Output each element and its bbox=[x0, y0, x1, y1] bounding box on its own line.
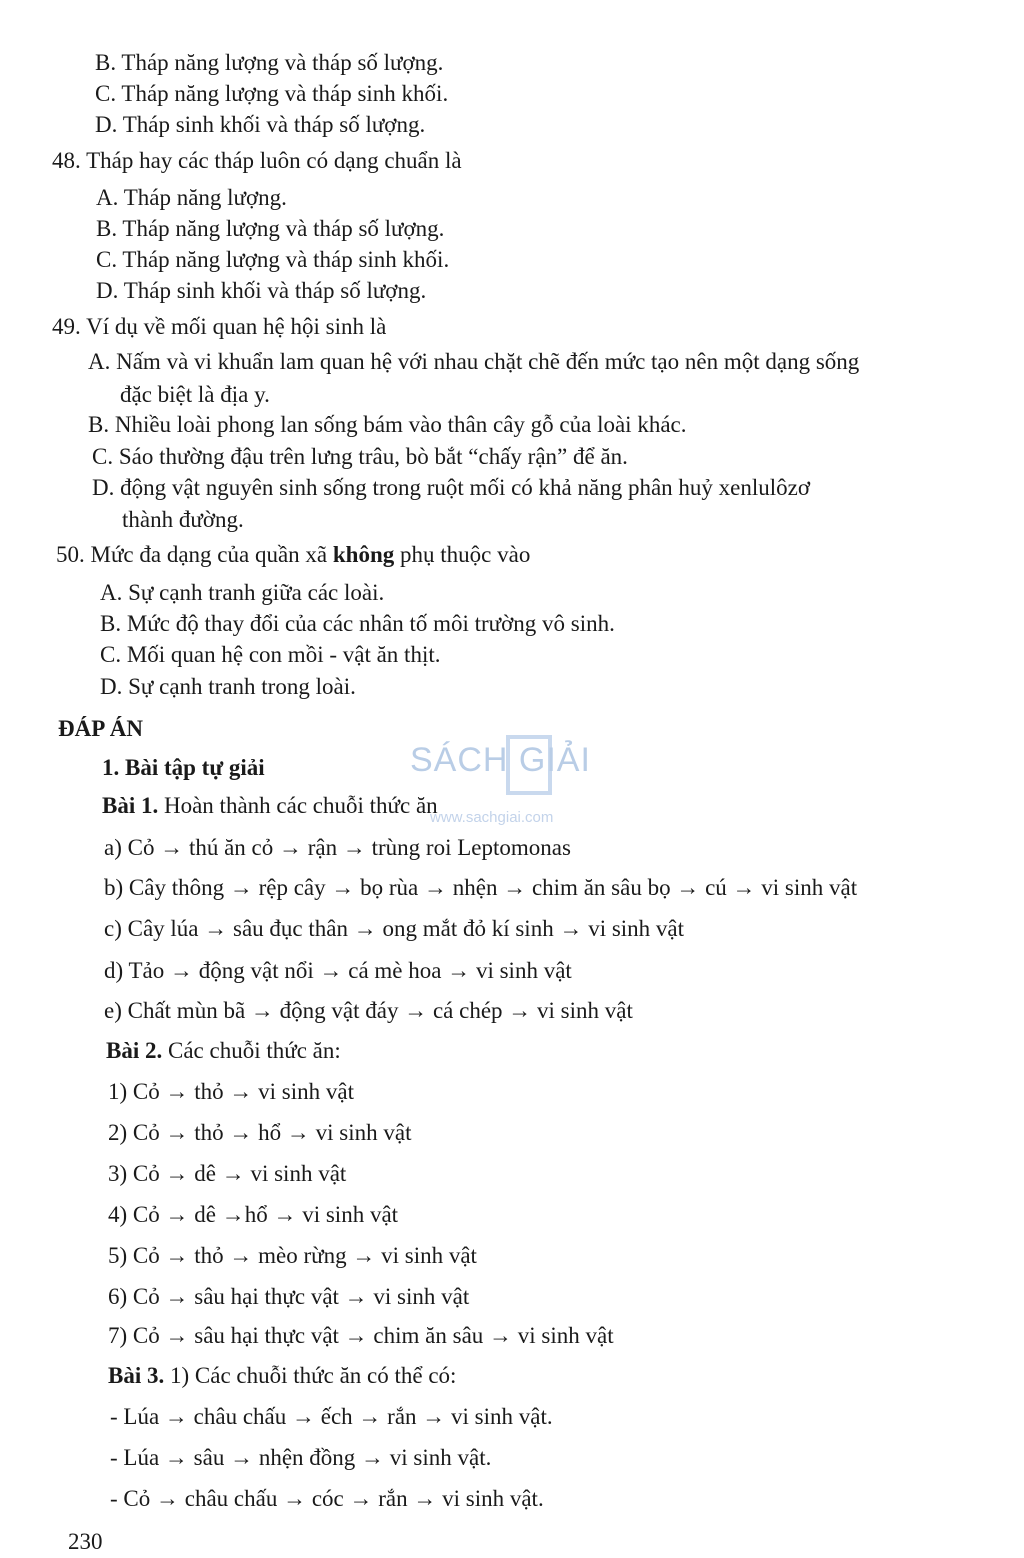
q48-option-b: B. Tháp năng lượng và tháp số lượng. bbox=[96, 216, 445, 241]
page-number: 230 bbox=[68, 1529, 103, 1554]
bai3-chain-3: - Cỏ → châu chấu → cóc → rắn → vi sinh vật. bbox=[110, 1486, 544, 1511]
bai2-chain-4: 4) Cỏ → dê →hổ → vi sinh vật bbox=[108, 1202, 399, 1227]
q48-stem: 48. Tháp hay các tháp luôn có dạng chuẩn là bbox=[52, 148, 462, 173]
bai2-chain-5: 5) Cỏ → thỏ → mèo rừng → vi sinh vật bbox=[108, 1243, 477, 1268]
answers-heading: ĐÁP ÁN bbox=[58, 716, 143, 741]
watermark-text: SÁCH GIẢI bbox=[410, 741, 591, 779]
bai2-chain-6: 6) Cỏ → sâu hại thực vật → vi sinh vật bbox=[108, 1284, 470, 1309]
bai3-text: 1) Các chuỗi thức ăn có thể có: bbox=[164, 1363, 457, 1388]
bai1-label: Bài 1. bbox=[102, 793, 159, 818]
q48-option-c: C. Tháp năng lượng và tháp sinh khối. bbox=[96, 247, 450, 272]
watermark-logo bbox=[410, 735, 620, 825]
q49-option-a: A. Nấm và vi khuẩn lam quan hệ với nhau chặt chẽ đến mức tạo nên một dạng sống bbox=[88, 349, 860, 374]
bai2-chain-2: 2) Cỏ → thỏ → hổ → vi sinh vật bbox=[108, 1120, 412, 1145]
q50-stem-pre: 50. Mức đa dạng của quần xã bbox=[56, 542, 333, 567]
q50-stem bbox=[56, 540, 530, 570]
bai1-text: Hoàn thành các chuỗi thức ăn bbox=[158, 793, 438, 818]
section1-heading: 1. Bài tập tự giải bbox=[102, 755, 265, 780]
bai3-title bbox=[108, 1361, 456, 1391]
bai3-label: Bài 3. bbox=[108, 1363, 165, 1388]
bai2-label: Bài 2. bbox=[106, 1038, 163, 1063]
bai3-chain-1: - Lúa → châu chấu → ếch → rắn → vi sinh vật. bbox=[110, 1404, 553, 1429]
q49-option-d: D. động vật nguyên sinh sống trong ruột mối có khả năng phân huỷ xenlulôzơ bbox=[92, 475, 811, 500]
bai2-text: Các chuỗi thức ăn: bbox=[162, 1038, 341, 1063]
watermark-url: www.sachgiai.com bbox=[430, 809, 554, 826]
bai2-chain-1: 1) Cỏ → thỏ → vi sinh vật bbox=[108, 1079, 354, 1104]
q50-option-c: C. Mối quan hệ con mồi - vật ăn thịt. bbox=[100, 642, 441, 667]
bai3-chain-2: - Lúa → sâu → nhện đồng → vi sinh vật. bbox=[110, 1445, 492, 1470]
bai1-chain-e: e) Chất mùn bã → động vật đáy → cá chép → vi sinh vật bbox=[104, 998, 633, 1023]
q49-option-a-cont: đặc biệt là địa y. bbox=[120, 382, 270, 407]
bai2-chain-7: 7) Cỏ → sâu hại thực vật → chim ăn sâu → vi sinh vật bbox=[108, 1323, 614, 1348]
q50-option-b: B. Mức độ thay đổi của các nhân tố môi trường vô sinh. bbox=[100, 611, 615, 636]
q48-option-d: D. Tháp sinh khối và tháp số lượng. bbox=[96, 278, 427, 303]
q50-stem-bold: không bbox=[332, 542, 395, 567]
q47-option-b: B. Tháp năng lượng và tháp số lượng. bbox=[95, 50, 444, 75]
bai1-title bbox=[102, 791, 438, 821]
bai1-chain-a: a) Cỏ → thú ăn cỏ → rận → trùng roi Leptomonas bbox=[104, 835, 571, 860]
q47-option-d: D. Tháp sinh khối và tháp số lượng. bbox=[95, 112, 426, 137]
q50-option-d: D. Sự cạnh tranh trong loài. bbox=[100, 674, 356, 699]
q47-option-c: C. Tháp năng lượng và tháp sinh khối. bbox=[95, 81, 449, 106]
q49-stem: 49. Ví dụ về mối quan hệ hội sinh là bbox=[52, 314, 387, 339]
q48-option-a: A. Tháp năng lượng. bbox=[96, 185, 287, 210]
q49-option-c: C. Sáo thường đậu trên lưng trâu, bò bắt “chấy rận” để ăn. bbox=[92, 444, 628, 469]
q49-option-d-cont: thành đường. bbox=[122, 507, 244, 532]
bai1-chain-b: b) Cây thông → rệp cây → bọ rùa → nhện → chim ăn sâu bọ → cú → vi sinh vật bbox=[104, 875, 858, 900]
bai2-title bbox=[106, 1036, 341, 1066]
bai2-chain-3: 3) Cỏ → dê → vi sinh vật bbox=[108, 1161, 347, 1186]
q50-option-a: A. Sự cạnh tranh giữa các loài. bbox=[100, 580, 385, 605]
q50-stem-post: phụ thuộc vào bbox=[394, 542, 531, 567]
bai1-chain-d: d) Tảo → động vật nổi → cá mè hoa → vi sinh vật bbox=[104, 958, 572, 983]
q49-option-b: B. Nhiều loài phong lan sống bám vào thân cây gỗ của loài khác. bbox=[88, 412, 687, 437]
bai1-chain-c: c) Cây lúa → sâu đục thân → ong mắt đỏ kí sinh → vi sinh vật bbox=[104, 916, 685, 941]
